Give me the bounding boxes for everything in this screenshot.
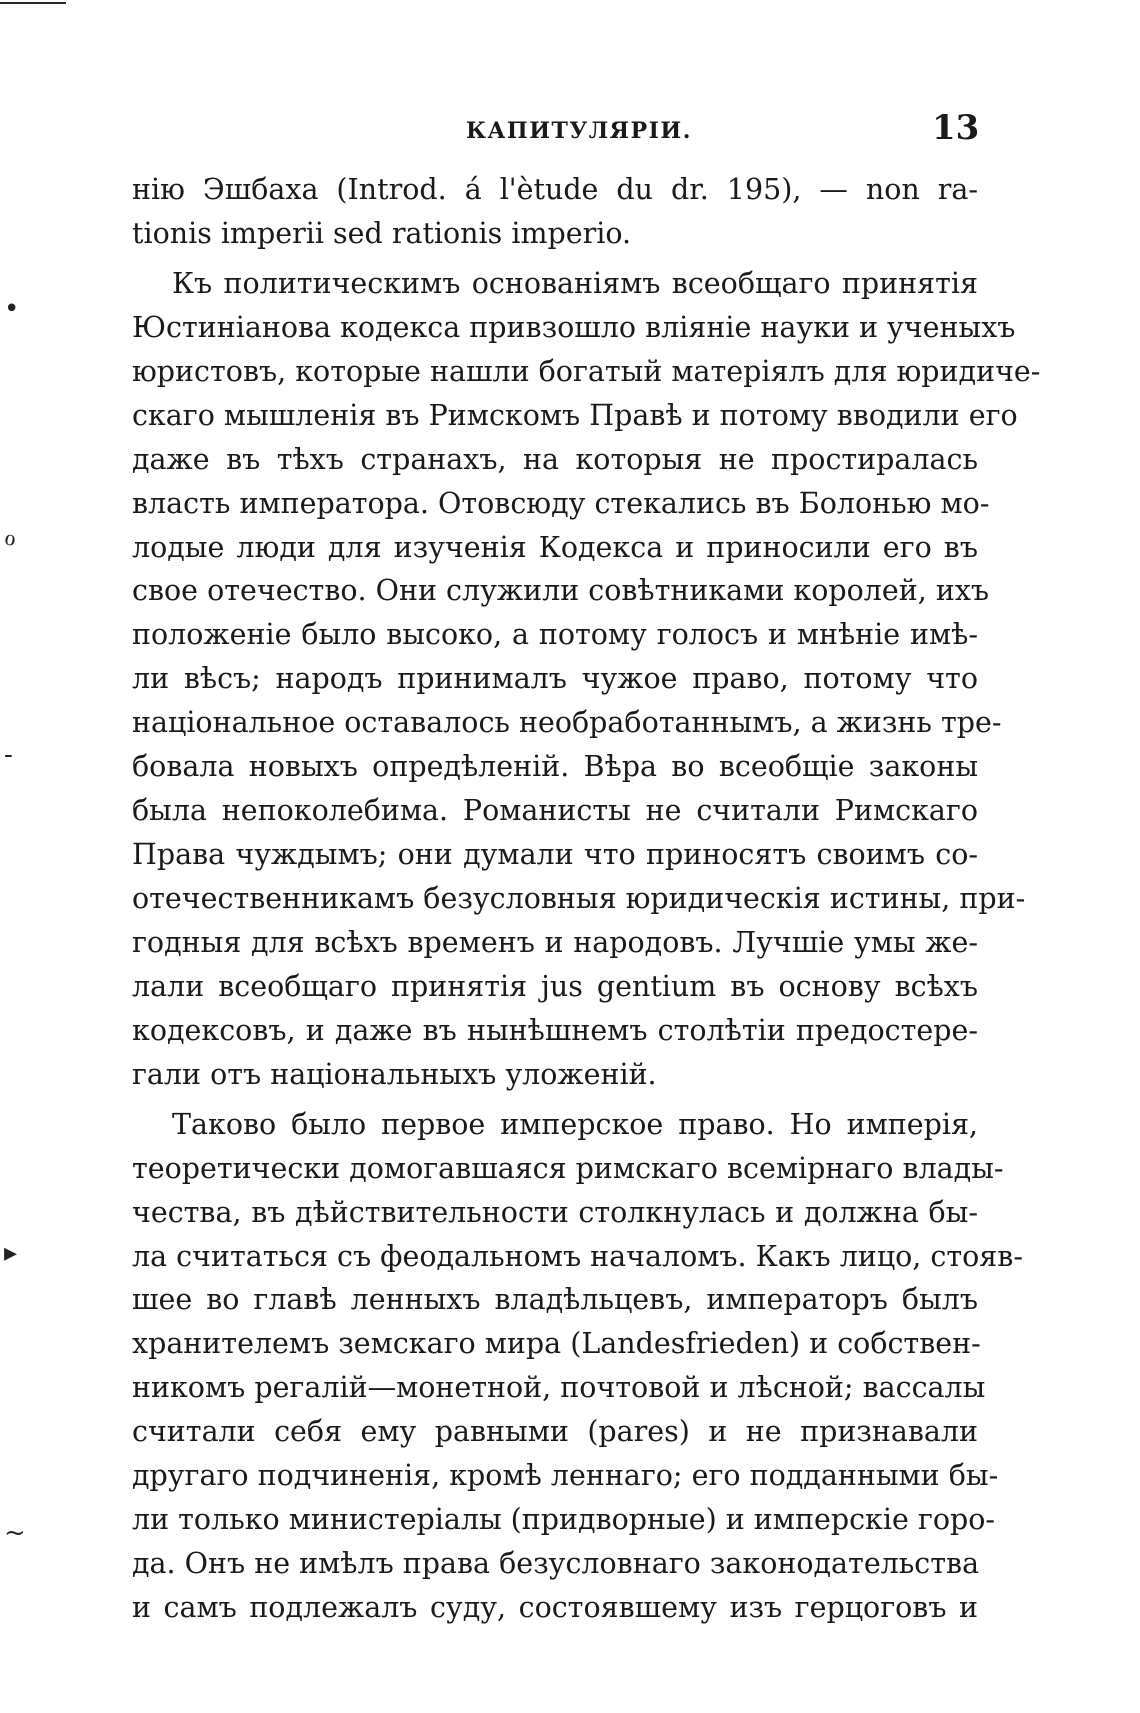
text-line: скаго мышленія въ Римскомъ Правѣ и потому вводили его — [132, 398, 1018, 432]
margin-dash-mark: - — [4, 740, 13, 770]
body-text — [132, 168, 1041, 1630]
text-line: считали себя ему равными (pares) и не признавали — [132, 1415, 978, 1449]
text-line: Къ политическимъ основаніямъ всеобщаго принятія — [172, 266, 978, 300]
top-edge-rule — [0, 2, 66, 4]
paragraph — [132, 1103, 1023, 1630]
text-line: кодексовъ, и даже въ нынѣшнемъ столѣтіи предостере- — [132, 1013, 978, 1047]
text-line: ли только министеріалы (придворные) и имперскіе горо- — [132, 1503, 996, 1537]
text-line: свое отечество. Они служили совѣтниками королей, ихъ — [132, 574, 990, 608]
text-line: годныя для всѣхъ временъ и народовъ. Лучшіе умы же- — [132, 925, 978, 959]
text-line: Юстиніанова кодекса привзошло вліяніе науки и ученыхъ — [132, 310, 1016, 344]
margin-tilde-mark: ~ — [4, 1518, 26, 1548]
running-title: КАПИТУЛЯРІИ. — [466, 118, 692, 144]
text-line: юристовъ, которые нашли богатый матеріялъ для юридиче- — [132, 354, 1041, 388]
text-line: никомъ регалій—монетной, почтовой и лѣсной; вассалы — [132, 1371, 986, 1405]
margin-arrow-mark: ▸ — [4, 1238, 18, 1268]
text-line: національное оставалось необработаннымъ, а жизнь тре- — [132, 706, 1002, 740]
text-line: чества, въ дѣйствительности столкнулась и должна бы- — [132, 1195, 978, 1229]
text-line: другаго подчиненія, кромѣ леннаго; его подданными бы- — [132, 1459, 999, 1493]
text-line: ла считаться съ феодальномъ началомъ. Какъ лицо, стояв- — [132, 1239, 1023, 1273]
margin-dot-mark: • — [4, 294, 20, 324]
paragraph — [132, 168, 978, 256]
text-line: да. Онъ не имѣлъ права безусловнаго законодательства — [132, 1547, 980, 1581]
text-line: власть императора. Отовсюду стекались въ Болонью мо- — [132, 486, 990, 520]
text-line: Таково было первое имперское право. Но имперія, — [172, 1107, 978, 1141]
text-line: теоретически домогавшаяся римскаго всемірнаго влады- — [132, 1151, 1004, 1185]
text-line: Права чуждымъ; они думали что приносятъ своимъ со- — [132, 838, 978, 872]
text-line: бовала новыхъ опредѣленій. Вѣра во всеобщіе законы — [132, 750, 978, 784]
text-line: была непоколебима. Романисты не считали Римскаго — [132, 794, 978, 828]
margin-curl-mark: ℴ — [4, 522, 17, 552]
text-line: лали всеобщаго принятія jus gentium въ основу всѣхъ — [132, 969, 978, 1003]
text-line: лодые люди для изученія Кодекса и приносили его въ — [132, 530, 978, 564]
text-line: шее во главѣ ленныхъ владѣльцевъ, императоръ былъ — [132, 1283, 978, 1317]
text-line: даже въ тѣхъ странахъ, на которыя не простиралась — [132, 442, 978, 476]
text-line: ли вѣсъ; народъ принималъ чужое право, потому что — [132, 662, 978, 696]
text-line: tionis imperii sed rationis imperio. — [132, 216, 632, 250]
text-line: и самъ подлежалъ суду, состоявшему изъ герцоговъ и — [132, 1591, 978, 1624]
text-line: нію Эшбаха (Introd. á l'ètude du dr. 195), — non ra- — [132, 173, 978, 206]
text-line: положеніе было высоко, а потому голосъ и мнѣніе имѣ- — [132, 618, 978, 652]
paragraph — [132, 262, 1041, 1097]
text-line: хранителемъ земскаго мира (Landesfrieden) и собствен- — [132, 1327, 981, 1361]
text-line: гали отъ національныхъ уложеній. — [132, 1057, 657, 1091]
text-line: отечественникамъ безусловныя юридическія истины, при- — [132, 882, 1026, 915]
page-number: 13 — [932, 108, 980, 148]
